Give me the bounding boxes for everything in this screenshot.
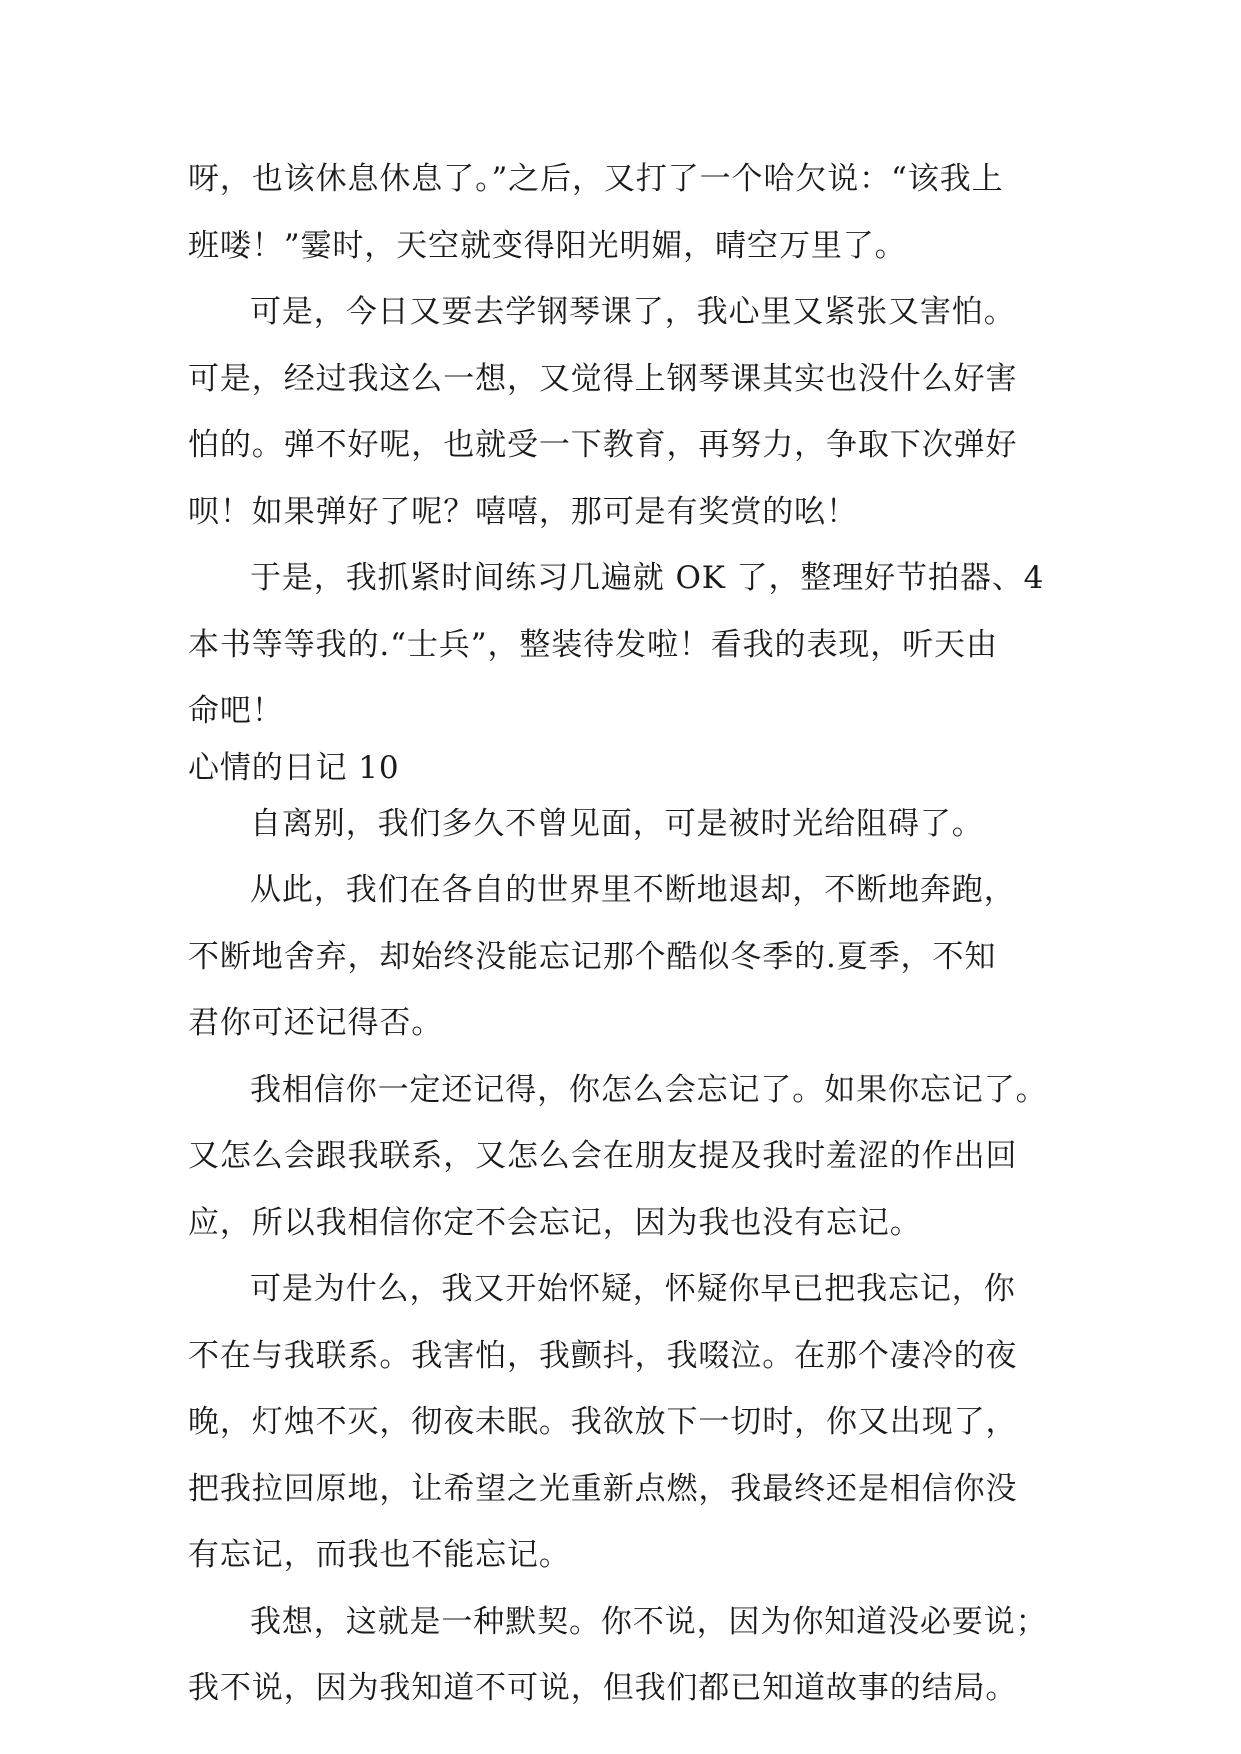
paragraph-line: 我想，这就是一种默契。你不说，因为你知道没必要说； (250, 1603, 1048, 1640)
paragraph-line: 不断地舍弃，却始终没能忘记那个酷似冬季的.夏季，不知 (188, 938, 997, 975)
paragraph-line: 应，所以我相信你定不会忘记，因为我也没有忘记。 (188, 1204, 922, 1241)
paragraph-line: 从此，我们在各自的世界里不断地退却，不断地奔跑， (250, 872, 1016, 908)
paragraph-line: 我不说，因为我知道不可说，但我们都已知道故事的结局。 (188, 1670, 1018, 1706)
paragraph-line: 有忘记，而我也不能忘记。 (188, 1537, 571, 1573)
paragraph-line: 又怎么会跟我联系，又怎么会在朋友提及我时羞涩的作出回 (188, 1138, 1018, 1174)
paragraph-line: 自离别，我们多久不曾见面，可是被时光给阻碍了。 (250, 805, 984, 842)
paragraph-line: 呗！如果弹好了呢？嘻嘻，那可是有奖赏的吆！ (188, 493, 858, 530)
paragraph-line: 不在与我联系。我害怕，我颤抖，我啜泣。在那个凄冷的夜 (188, 1337, 1018, 1374)
document-page (188, 146, 1068, 1722)
paragraph-line: 可是，今日又要去学钢琴课了，我心里又紧张又害怕。 (250, 294, 1016, 330)
paragraph-line: 于是，我抓紧时间练习几遍就 OK 了，整理好节拍器、4 (250, 560, 1045, 596)
paragraph-line: 君你可还记得否。 (188, 1005, 444, 1041)
paragraph-line: 我相信你一定还记得，你怎么会忘记了。如果你忘记了。 (250, 1071, 1048, 1108)
paragraph-line: 可是为什么，我又开始怀疑，怀疑你早已把我忘记，你 (250, 1271, 1016, 1307)
paragraph-line: 呀，也该休息休息了。”之后，又打了一个哈欠说：“该我上 (188, 161, 1004, 197)
paragraph-line: 晚，灯烛不灭，彻夜未眠。我欲放下一切时，你又出现了， (188, 1404, 1018, 1440)
paragraph-line: 怕的。弹不好呢，也就受一下教育，再努力，争取下次弹好 (188, 427, 1018, 463)
paragraph-line: 命吧！ (188, 693, 284, 729)
paragraph-line: 本书等等我的.“士兵”，整装待发啦！看我的表现，听天由 (188, 626, 998, 663)
paragraph-line: 把我拉回原地，让希望之光重新点燃，我最终还是相信你没 (188, 1470, 1018, 1507)
paragraph-line: 可是，经过我这么一想，又觉得上钢琴课其实也没什么好害 (188, 360, 1018, 397)
section-heading: 心情的日记 10 (188, 749, 400, 786)
paragraph-line: 班喽！”霎时，天空就变得阳光明媚，晴空万里了。 (188, 227, 907, 264)
